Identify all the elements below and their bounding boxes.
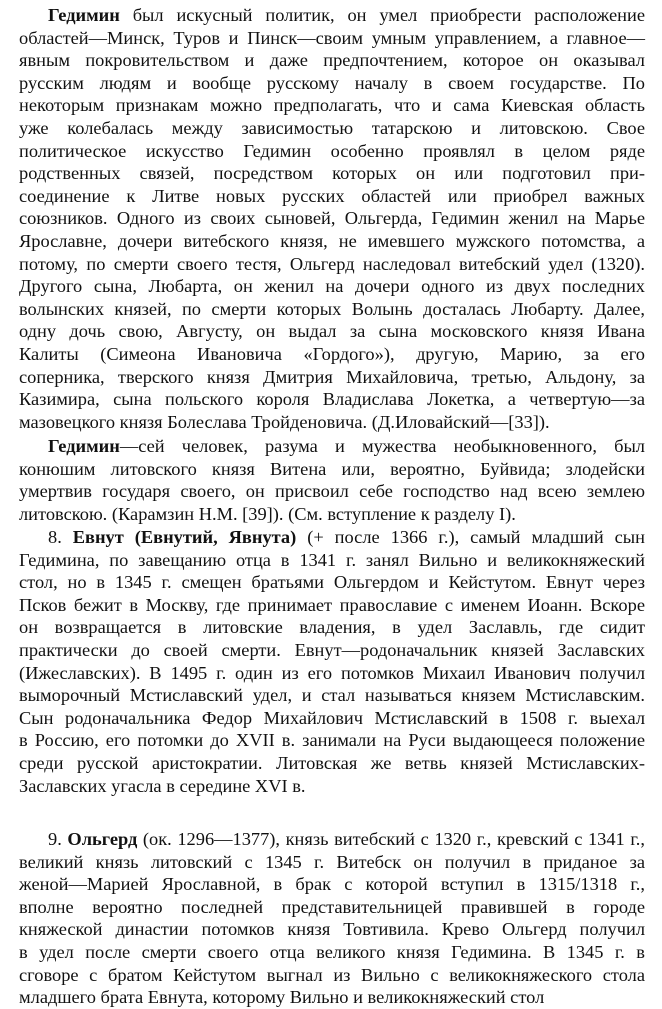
text-line [19,72,645,95]
line-text: выморочный Мстиславский удел, и стал называться князем Мстиславским. [19,685,645,706]
text-line [19,230,645,253]
text-line [19,594,645,617]
line-text: мазовецкого князя Болеслава Тройденовича. (Д.Иловайский—[33]). [19,411,550,432]
line-text: Другого сына, Любарта, он женил на дочери одного из двух последних [19,276,645,297]
line-text: Калиты (Симеона Ивановича «Гордого»), другую, Марию, за его [19,344,645,364]
text-line [19,729,645,752]
bold-heading: Евнут (Евнутий, Явнута) [72,527,297,547]
line-text: потому, по смерти своего тестя, Ольгерд наследовал витебский удел (1320). [19,253,645,274]
bold-heading: Гедимин [48,436,120,456]
text-line [19,851,645,874]
line-text: некоторым признакам можно предполагать, что и сама Киевская область [19,95,645,116]
text-line [19,684,645,707]
text-line [19,549,645,572]
text-line [19,411,645,434]
line-text: соперника, тверского князя Дмитрия Михайловича, третью, Альдону, за [19,366,645,387]
text-line [48,4,645,27]
line-text: Гедимина, по завещанию отца в 1341 г. занял Вильно и великокняжеский [19,549,645,570]
text-line [19,480,645,503]
text-line [19,707,645,730]
line-text: в Россию, его потомки до XVII в. занимали на Руси выдающееся положение [19,730,645,751]
text-line [19,639,645,662]
line-text: среди русской аристократии. Литовская же ветвь князей Мстиславских- [19,753,645,773]
line-text: младшего брата Евнута, которому Вильно и великокняжеский стол [19,987,545,1008]
text-line [48,435,645,458]
text-line [19,752,645,775]
text-line [19,275,645,298]
line-text: практически до своей смерти. Евнут—родоначальник князей Заславских [19,640,645,660]
text-line [19,458,645,481]
text-line [19,49,645,72]
text-line [19,941,645,964]
line-text: союзников. Одного из своих сыновей, Ольгерда, Гедимин женил на Марье [19,208,645,229]
text-line [19,503,645,526]
text-line [19,253,645,276]
text-line [19,298,645,321]
line-text: умертвив государя своего, он присвоил себе господство над всею землею [19,481,645,502]
line-text: Ярославне, дочери витебского князя, не имевшего мужского потомства, а [19,231,645,251]
line-text: сговоре с братом Кейстутом выгнал из Вильно с великокняжеского стола [19,964,645,985]
line-text: конюшим литовского князя Витена или, вероятно, Буйвида; злодейски [19,458,645,479]
line-text: Заславских угасла в середине XVI в. [19,775,306,796]
text-line [48,828,645,851]
line-text: (Ижеславских). В 1495 г. один из его потомков Михаил Иванович получил [19,662,645,683]
text-line [19,571,645,594]
line-text: был искусный политик, он умел приобрести расположение [119,5,645,25]
line-text: одну дочь свою, Августу, он выдал за сына московского князя Ивана [19,321,645,342]
line-text: родственных связей, посредством которых он или подготовил при- [19,163,645,184]
text-line [19,94,645,117]
line-text: стол, но в 1345 г. смещен братьями Ольгердом и Кейстутом. Евнут через [19,572,645,593]
text-line [19,207,645,230]
text-line [19,775,645,798]
text-line [19,873,645,896]
line-text: в удел после смерти своего отца великого князя Гедимина. В 1345 г. в [19,942,645,962]
line-text: литовскою. (Карамзин Н.М. [39]). (См. вступление к разделу I). [19,503,516,524]
text-line [19,918,645,941]
line-text: Псков бежит в Москву, где принимает православие с именем Иоанн. Вскоре [19,594,645,615]
text-line [19,162,645,185]
line-text: Казимира, сына польского короля Владислава Локетка, а четвертую—за [19,389,645,410]
line-text: соединение к Литве новых русских областей или приобрел важных [19,185,645,206]
line-text: областей—Минск, Туров и Пинск—своим умным управлением, а главное— [19,27,645,48]
line-text: женой—Марией Ярославной, в брак с которой вступил в 1315/1318 г., [19,874,645,895]
line-text: уже колебалась между зависимостью татарскою и литовскою. Свое [19,118,645,138]
text-line [19,388,645,411]
line-text: Сын родоначальника Федор Михайлович Мстиславский в 1508 г. выехал [19,707,645,728]
line-text: политическое искусство Гедимин особенно проявлял в целом ряде [19,140,645,161]
item-number: 9. [48,829,68,849]
text-line [19,185,645,208]
line-text: русским людям и вообще русскому началу в своем государстве. По [19,72,645,93]
bold-heading: Ольгерд [67,829,138,849]
bold-heading: Гедимин [48,5,120,25]
text-line [19,117,645,140]
line-text: он возвращается в литовские владения, в удел Заславль, где сидит [19,617,645,638]
line-text: —сей человек, разума и мужества необыкновенного, был [119,436,645,456]
line-text: княжеской династии потомков князя Товтивила. Крево Ольгерд получил [19,919,645,940]
line-text: великий князь литовский с 1345 г. Витебск он получил в приданое за [19,851,645,872]
line-text: волынских князей, по смерти которых Волынь досталась Любарту. Далее, [19,298,645,319]
text-line [19,986,645,1009]
text-line [19,27,645,50]
text-line [19,320,645,343]
text-line [19,366,645,389]
text-line [19,140,645,163]
line-text: (+ после 1366 г.), самый младший сын [296,527,645,547]
text-line [19,662,645,685]
text-line [19,896,645,919]
text-line [19,964,645,987]
line-text: (ок. 1296—1377), князь витебский с 1320 г., кревский с 1341 г., [137,829,645,849]
line-text: вполне вероятно последней представительницей правившей в городе [19,896,645,917]
item-number: 8. [48,527,73,547]
line-text: явным покровительством и даже предпочтением, которое он оказывал [19,50,645,71]
text-line [19,343,645,366]
text-line [48,526,645,549]
text-line [19,616,645,639]
